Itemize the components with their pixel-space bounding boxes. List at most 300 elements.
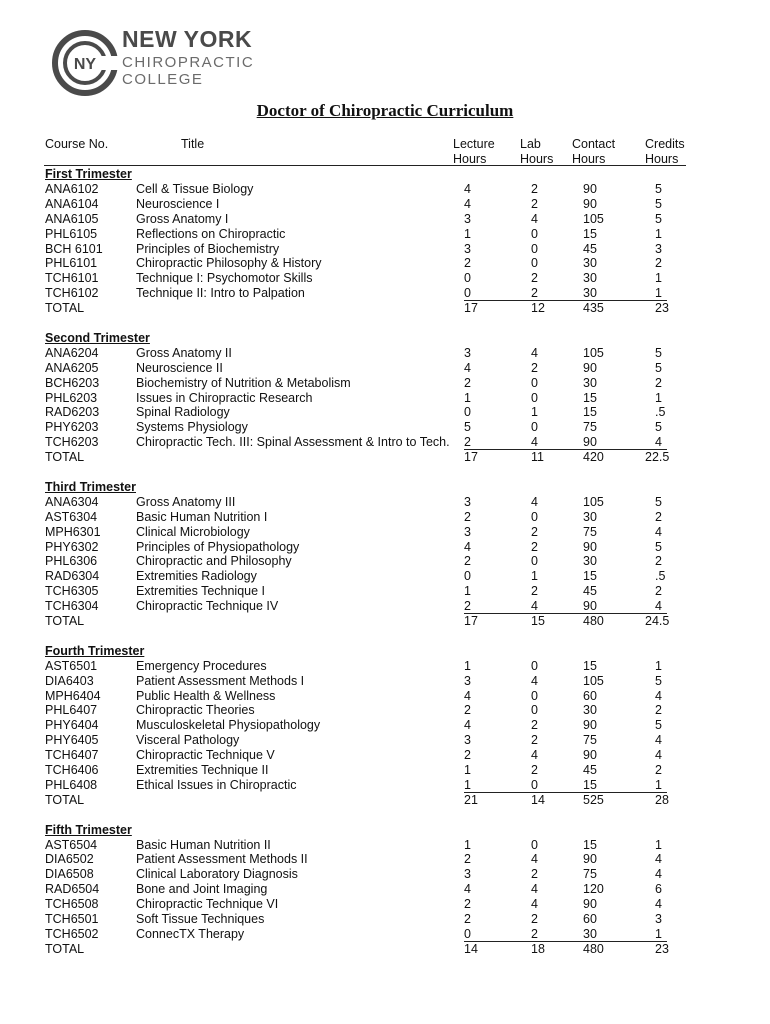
course-code: ANA6102 bbox=[45, 181, 99, 196]
lecture-hours: 1 bbox=[464, 658, 471, 673]
contact-hours: 30 bbox=[583, 271, 597, 286]
contact-hours: 45 bbox=[583, 763, 597, 777]
course-title: Chiropractic and Philosophy bbox=[136, 554, 292, 569]
course-row bbox=[0, 405, 770, 420]
course-title: Musculoskeletal Physiopathology bbox=[136, 718, 321, 733]
contact-hours: 90 bbox=[583, 539, 597, 554]
lecture-hours: 4 bbox=[464, 882, 471, 897]
total-lab: 12 bbox=[531, 301, 545, 316]
course-row bbox=[0, 659, 770, 674]
course-title: Bone and Joint Imaging bbox=[136, 882, 268, 897]
course-row bbox=[0, 897, 770, 912]
college-logo bbox=[52, 28, 262, 100]
contact-hours: 90 bbox=[583, 748, 597, 763]
contact-hours: 30 bbox=[583, 554, 597, 569]
total-label: TOTAL bbox=[45, 450, 85, 465]
header-course-no: Course No. bbox=[45, 137, 109, 151]
credit-hours: .5 bbox=[655, 569, 666, 584]
lab-hours: 0 bbox=[531, 256, 538, 271]
credit-hours: 2 bbox=[655, 375, 662, 390]
course-row bbox=[0, 778, 770, 793]
total-row bbox=[0, 942, 770, 957]
course-row bbox=[0, 540, 770, 555]
lecture-hours: 0 bbox=[464, 926, 471, 941]
total-contact: 420 bbox=[583, 450, 604, 465]
course-row bbox=[0, 748, 770, 763]
course-row bbox=[0, 733, 770, 748]
lab-hours: 1 bbox=[531, 569, 538, 584]
credit-hours: 4 bbox=[655, 748, 662, 763]
contact-hours: 75 bbox=[583, 524, 597, 539]
contact-hours: 45 bbox=[583, 584, 597, 599]
total-label: TOTAL bbox=[45, 792, 85, 807]
lab-hours: 2 bbox=[531, 181, 538, 196]
course-title: Patient Assessment Methods I bbox=[136, 673, 305, 688]
lecture-hours: 2 bbox=[464, 599, 471, 614]
lecture-hours: 4 bbox=[464, 539, 471, 554]
course-code: PHY6203 bbox=[45, 420, 99, 435]
lab-hours: 0 bbox=[531, 703, 538, 718]
course-title: Soft Tissue Techniques bbox=[136, 912, 265, 926]
course-code: TCH6305 bbox=[45, 584, 99, 599]
header-credits-2: Hours bbox=[645, 152, 679, 166]
lecture-hours: 4 bbox=[464, 688, 471, 703]
contact-hours: 15 bbox=[583, 390, 597, 405]
course-code: TCH6501 bbox=[45, 912, 99, 926]
lab-hours: 2 bbox=[531, 912, 538, 926]
total-contact: 480 bbox=[583, 941, 604, 956]
credit-hours: 4 bbox=[655, 524, 662, 539]
lab-hours: 0 bbox=[531, 390, 538, 405]
lab-hours: 4 bbox=[531, 345, 538, 360]
credit-hours: 1 bbox=[655, 271, 662, 286]
credit-hours: 5 bbox=[655, 673, 662, 688]
credit-hours: 5 bbox=[655, 196, 662, 211]
lab-hours: 0 bbox=[531, 688, 538, 703]
lab-hours: 0 bbox=[531, 837, 538, 852]
course-code: TCH6101 bbox=[45, 271, 99, 286]
course-row bbox=[0, 435, 770, 450]
course-code: ANA6105 bbox=[45, 211, 99, 226]
lab-hours: 0 bbox=[531, 241, 538, 256]
lab-hours: 2 bbox=[531, 718, 538, 733]
course-code: ANA6204 bbox=[45, 345, 99, 360]
course-row bbox=[0, 599, 770, 614]
lecture-hours: 1 bbox=[464, 584, 471, 599]
course-row bbox=[0, 852, 770, 867]
course-title: Reflections on Chiropractic bbox=[136, 226, 286, 241]
course-code: TCH6502 bbox=[45, 926, 99, 941]
total-label: TOTAL bbox=[45, 614, 85, 628]
course-title: Visceral Pathology bbox=[136, 733, 240, 748]
course-row bbox=[0, 197, 770, 212]
course-row bbox=[0, 718, 770, 733]
course-title: Chiropractic Tech. III: Spinal Assessment & Intro to Tech. bbox=[136, 435, 450, 450]
contact-hours: 60 bbox=[583, 912, 597, 926]
course-title: Spinal Radiology bbox=[136, 405, 230, 420]
credit-hours: 5 bbox=[655, 420, 662, 435]
course-row bbox=[0, 525, 770, 540]
total-credits: 22.5 bbox=[645, 450, 670, 465]
header-lab bbox=[520, 137, 553, 167]
course-code: TCH6508 bbox=[45, 897, 99, 912]
course-title: Chiropractic Technique V bbox=[136, 748, 275, 763]
lecture-hours: 4 bbox=[464, 718, 471, 733]
course-code: MPH6404 bbox=[45, 688, 101, 703]
credit-hours: 1 bbox=[655, 926, 662, 941]
header-lab-1: Lab bbox=[520, 137, 541, 151]
credit-hours: 2 bbox=[655, 256, 662, 271]
logo-line-1: NEW YORK bbox=[122, 26, 253, 52]
total-lecture: 17 bbox=[464, 301, 478, 316]
lecture-hours: 2 bbox=[464, 852, 471, 867]
course-code: PHL6306 bbox=[45, 554, 98, 569]
total-credits: 23 bbox=[655, 941, 669, 956]
lab-hours: 0 bbox=[531, 658, 538, 673]
credit-hours: 2 bbox=[655, 584, 662, 599]
credit-hours: 2 bbox=[655, 509, 662, 524]
credit-hours: 5 bbox=[655, 718, 662, 733]
course-title: Systems Physiology bbox=[136, 420, 248, 435]
trimester-heading: Second Trimester bbox=[45, 330, 150, 345]
course-row bbox=[0, 703, 770, 718]
lecture-hours: 2 bbox=[464, 554, 471, 569]
lab-hours: 4 bbox=[531, 211, 538, 226]
lecture-hours: 3 bbox=[464, 494, 471, 509]
header-contact-2: Hours bbox=[572, 152, 606, 166]
lab-hours: 2 bbox=[531, 271, 538, 286]
lab-hours: 4 bbox=[531, 852, 538, 867]
lab-hours: 4 bbox=[531, 897, 538, 912]
contact-hours: 75 bbox=[583, 733, 597, 748]
course-code: PHL6101 bbox=[45, 256, 98, 271]
lab-hours: 2 bbox=[531, 584, 538, 599]
total-row bbox=[0, 614, 770, 629]
credit-hours: 5 bbox=[655, 211, 662, 226]
contact-hours: 30 bbox=[583, 703, 597, 718]
trimester-heading: Third Trimester bbox=[45, 479, 136, 494]
course-title: Chiropractic Theories bbox=[136, 703, 255, 718]
credit-hours: 5 bbox=[655, 494, 662, 509]
contact-hours: 90 bbox=[583, 360, 597, 375]
course-code: PHY6302 bbox=[45, 539, 99, 554]
course-title: Gross Anatomy II bbox=[136, 345, 232, 360]
course-title: Principles of Physiopathology bbox=[136, 539, 300, 554]
total-contact: 480 bbox=[583, 614, 604, 628]
course-code: TCH6406 bbox=[45, 763, 99, 777]
total-contact: 435 bbox=[583, 301, 604, 316]
credit-hours: 4 bbox=[655, 867, 662, 882]
course-code: BCH 6101 bbox=[45, 241, 103, 256]
ny-monogram-icon bbox=[52, 30, 118, 96]
credit-hours: 4 bbox=[655, 435, 662, 450]
lecture-hours: 0 bbox=[464, 405, 471, 420]
course-title: Basic Human Nutrition I bbox=[136, 509, 268, 524]
trimester-heading: Fourth Trimester bbox=[45, 643, 145, 658]
course-code: ANA6205 bbox=[45, 360, 99, 375]
header-divider bbox=[44, 165, 686, 166]
trimester-heading: Fifth Trimester bbox=[45, 822, 132, 837]
lecture-hours: 2 bbox=[464, 509, 471, 524]
credit-hours: 2 bbox=[655, 703, 662, 718]
total-lab: 15 bbox=[531, 614, 545, 628]
lecture-hours: 4 bbox=[464, 360, 471, 375]
header-credits bbox=[645, 137, 685, 167]
lab-hours: 0 bbox=[531, 375, 538, 390]
lab-hours: 0 bbox=[531, 777, 538, 792]
header-lecture-1: Lecture bbox=[453, 137, 495, 151]
contact-hours: 120 bbox=[583, 882, 604, 897]
contact-hours: 15 bbox=[583, 569, 597, 584]
lecture-hours: 2 bbox=[464, 703, 471, 718]
course-row bbox=[0, 420, 770, 435]
contact-hours: 60 bbox=[583, 688, 597, 703]
total-row bbox=[0, 450, 770, 465]
total-lecture: 17 bbox=[464, 614, 478, 628]
credit-hours: 4 bbox=[655, 733, 662, 748]
credit-hours: 4 bbox=[655, 688, 662, 703]
contact-hours: 30 bbox=[583, 256, 597, 271]
course-code: AST6504 bbox=[45, 837, 98, 852]
header-contact-1: Contact bbox=[572, 137, 616, 151]
course-row bbox=[0, 256, 770, 271]
course-title: Basic Human Nutrition II bbox=[136, 837, 271, 852]
lecture-hours: 1 bbox=[464, 763, 471, 777]
contact-hours: 105 bbox=[583, 211, 604, 226]
contact-hours: 15 bbox=[583, 837, 597, 852]
lab-hours: 0 bbox=[531, 226, 538, 241]
lab-hours: 4 bbox=[531, 882, 538, 897]
course-title: Extremities Technique II bbox=[136, 763, 269, 777]
course-code: TCH6304 bbox=[45, 599, 99, 614]
course-row bbox=[0, 689, 770, 704]
course-title: Chiropractic Technique VI bbox=[136, 897, 279, 912]
total-lecture: 14 bbox=[464, 941, 478, 956]
total-label: TOTAL bbox=[45, 301, 85, 316]
course-row bbox=[0, 569, 770, 584]
credit-hours: 2 bbox=[655, 763, 662, 777]
course-row bbox=[0, 361, 770, 376]
course-row bbox=[0, 495, 770, 510]
lecture-hours: 3 bbox=[464, 867, 471, 882]
course-code: RAD6504 bbox=[45, 882, 100, 897]
lab-hours: 2 bbox=[531, 539, 538, 554]
total-lab: 18 bbox=[531, 941, 545, 956]
lab-hours: 1 bbox=[531, 405, 538, 420]
total-credits: 28 bbox=[655, 792, 669, 807]
course-title: Extremities Radiology bbox=[136, 569, 257, 584]
lecture-hours: 3 bbox=[464, 345, 471, 360]
total-lecture: 17 bbox=[464, 450, 478, 465]
lab-hours: 2 bbox=[531, 196, 538, 211]
course-code: DIA6508 bbox=[45, 867, 94, 882]
contact-hours: 90 bbox=[583, 599, 597, 614]
contact-hours: 90 bbox=[583, 196, 597, 211]
total-lecture: 21 bbox=[464, 792, 478, 807]
course-title: Clinical Laboratory Diagnosis bbox=[136, 867, 298, 882]
course-row bbox=[0, 227, 770, 242]
course-row bbox=[0, 271, 770, 286]
course-code: MPH6301 bbox=[45, 524, 101, 539]
course-code: TCH6203 bbox=[45, 435, 99, 450]
contact-hours: 105 bbox=[583, 345, 604, 360]
credit-hours: 4 bbox=[655, 897, 662, 912]
course-code: TCH6102 bbox=[45, 286, 99, 301]
course-row bbox=[0, 346, 770, 361]
trimester-heading: First Trimester bbox=[45, 167, 132, 181]
contact-hours: 15 bbox=[583, 658, 597, 673]
credit-hours: 5 bbox=[655, 539, 662, 554]
contact-hours: 30 bbox=[583, 286, 597, 301]
course-title: Gross Anatomy I bbox=[136, 211, 229, 226]
lecture-hours: 2 bbox=[464, 256, 471, 271]
credit-hours: 5 bbox=[655, 360, 662, 375]
credit-hours: 1 bbox=[655, 390, 662, 405]
contact-hours: 90 bbox=[583, 897, 597, 912]
total-lab: 14 bbox=[531, 792, 545, 807]
course-row bbox=[0, 510, 770, 525]
contact-hours: 45 bbox=[583, 241, 597, 256]
course-title: Technique II: Intro to Palpation bbox=[136, 286, 305, 301]
lab-hours: 2 bbox=[531, 286, 538, 301]
course-row bbox=[0, 182, 770, 197]
contact-hours: 105 bbox=[583, 673, 604, 688]
lecture-hours: 5 bbox=[464, 420, 471, 435]
lecture-hours: 3 bbox=[464, 211, 471, 226]
lab-hours: 0 bbox=[531, 554, 538, 569]
total-lab: 11 bbox=[531, 450, 544, 465]
course-code: PHL6407 bbox=[45, 703, 98, 718]
course-title: Chiropractic Philosophy & History bbox=[136, 256, 322, 271]
lecture-hours: 4 bbox=[464, 181, 471, 196]
course-code: BCH6203 bbox=[45, 375, 100, 390]
course-title: Patient Assessment Methods II bbox=[136, 852, 308, 867]
lab-hours: 4 bbox=[531, 748, 538, 763]
course-title: Public Health & Wellness bbox=[136, 688, 276, 703]
lecture-hours: 1 bbox=[464, 226, 471, 241]
contact-hours: 90 bbox=[583, 435, 597, 450]
header-title: Title bbox=[181, 137, 205, 151]
contact-hours: 15 bbox=[583, 405, 597, 420]
course-row bbox=[0, 912, 770, 927]
credit-hours: 5 bbox=[655, 345, 662, 360]
course-row bbox=[0, 554, 770, 569]
total-row bbox=[0, 793, 770, 808]
lecture-hours: 3 bbox=[464, 673, 471, 688]
course-title: Clinical Microbiology bbox=[136, 524, 250, 539]
contact-hours: 30 bbox=[583, 509, 597, 524]
credit-hours: 6 bbox=[655, 882, 662, 897]
credit-hours: 4 bbox=[655, 852, 662, 867]
course-title: ConnecTX Therapy bbox=[136, 926, 245, 941]
lecture-hours: 0 bbox=[464, 569, 471, 584]
lecture-hours: 2 bbox=[464, 897, 471, 912]
course-row bbox=[0, 927, 770, 942]
course-row bbox=[0, 867, 770, 882]
lab-hours: 2 bbox=[531, 763, 538, 777]
course-title: Chiropractic Technique IV bbox=[136, 599, 279, 614]
contact-hours: 75 bbox=[583, 867, 597, 882]
header-contact bbox=[572, 137, 615, 167]
logo-monogram: NY bbox=[73, 56, 97, 73]
course-row bbox=[0, 763, 770, 778]
header-lecture bbox=[453, 137, 495, 167]
contact-hours: 15 bbox=[583, 226, 597, 241]
course-title: Principles of Biochemistry bbox=[136, 241, 280, 256]
total-contact: 525 bbox=[583, 792, 604, 807]
contact-hours: 75 bbox=[583, 420, 597, 435]
credit-hours: 1 bbox=[655, 837, 662, 852]
course-title: Biochemistry of Nutrition & Metabolism bbox=[136, 375, 351, 390]
course-code: PHY6404 bbox=[45, 718, 99, 733]
course-row bbox=[0, 242, 770, 257]
course-title: Cell & Tissue Biology bbox=[136, 181, 254, 196]
lecture-hours: 1 bbox=[464, 390, 471, 405]
contact-hours: 105 bbox=[583, 494, 604, 509]
course-title: Extremities Technique I bbox=[136, 584, 265, 599]
lab-hours: 4 bbox=[531, 599, 538, 614]
credit-hours: 3 bbox=[655, 241, 662, 256]
total-label: TOTAL bbox=[45, 941, 85, 956]
course-code: AST6501 bbox=[45, 658, 98, 673]
course-code: ANA6104 bbox=[45, 196, 99, 211]
course-code: RAD6203 bbox=[45, 405, 100, 420]
header-lab-2: Hours bbox=[520, 152, 554, 166]
credit-hours: 1 bbox=[655, 777, 662, 792]
lab-hours: 0 bbox=[531, 509, 538, 524]
course-title: Gross Anatomy III bbox=[136, 494, 236, 509]
total-credits: 24.5 bbox=[645, 614, 670, 628]
course-row bbox=[0, 882, 770, 897]
contact-hours: 30 bbox=[583, 375, 597, 390]
course-row bbox=[0, 286, 770, 301]
credit-hours: 3 bbox=[655, 912, 662, 926]
course-code: RAD6304 bbox=[45, 569, 100, 584]
lecture-hours: 1 bbox=[464, 777, 471, 792]
contact-hours: 90 bbox=[583, 181, 597, 196]
credit-hours: 1 bbox=[655, 226, 662, 241]
course-code: PHY6405 bbox=[45, 733, 99, 748]
course-title: Ethical Issues in Chiropractic bbox=[136, 777, 297, 792]
lab-hours: 4 bbox=[531, 494, 538, 509]
lab-hours: 4 bbox=[531, 673, 538, 688]
course-title: Emergency Procedures bbox=[136, 658, 267, 673]
lab-hours: 2 bbox=[531, 733, 538, 748]
page-title: Doctor of Chiropractic Curriculum bbox=[256, 101, 514, 120]
header-credits-1: Credits bbox=[645, 137, 685, 151]
total-row bbox=[0, 301, 770, 316]
contact-hours: 90 bbox=[583, 718, 597, 733]
course-row bbox=[0, 674, 770, 689]
lecture-hours: 3 bbox=[464, 241, 471, 256]
total-credits: 23 bbox=[655, 301, 669, 316]
credit-hours: 4 bbox=[655, 599, 662, 614]
contact-hours: 90 bbox=[583, 852, 597, 867]
lecture-hours: 2 bbox=[464, 435, 471, 450]
lab-hours: 2 bbox=[531, 360, 538, 375]
course-row bbox=[0, 212, 770, 227]
credit-hours: .5 bbox=[655, 405, 666, 420]
course-row bbox=[0, 376, 770, 391]
lecture-hours: 2 bbox=[464, 375, 471, 390]
course-title: Technique I: Psychomotor Skills bbox=[136, 271, 313, 286]
course-code: ANA6304 bbox=[45, 494, 99, 509]
logo-line-2: CHIROPRACTIC bbox=[122, 54, 255, 71]
lecture-hours: 2 bbox=[464, 748, 471, 763]
course-title: Neuroscience II bbox=[136, 360, 223, 375]
course-code: AST6304 bbox=[45, 509, 98, 524]
credit-hours: 1 bbox=[655, 286, 662, 301]
